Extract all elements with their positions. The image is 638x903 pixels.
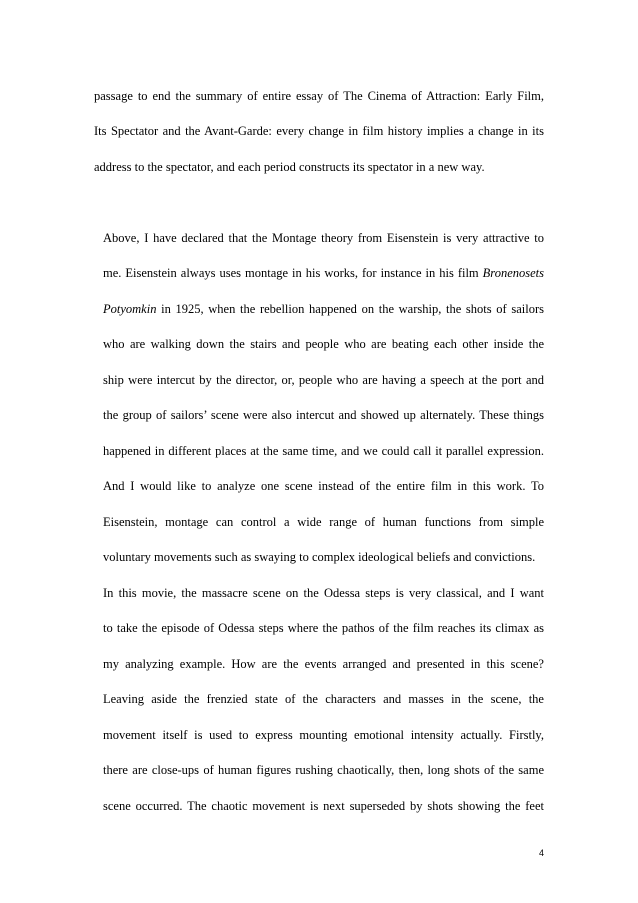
- text-line: ship were intercut by the director, or, people who are having a speech at the port and: [103, 372, 544, 387]
- text-line: my analyzing example. How are the events arranged and presented in this scene?: [103, 656, 544, 671]
- text-line: In this movie, the massacre scene on the Odessa steps is very classical, and I want: [103, 586, 544, 600]
- text-line: happened in different places at the same time, and we could call it parallel expression.: [103, 443, 544, 458]
- text-line: the group of sailors’ scene were also intercut and showed up alternately. These things: [103, 408, 544, 423]
- text-line: Leaving aside the frenzied state of the characters and masses in the scene, the: [103, 692, 544, 707]
- text-run: me. Eisenstein always uses montage in his works, for instance in his film: [103, 266, 483, 281]
- film-title: Bronenosets: [482, 266, 544, 281]
- text-line: [94, 292, 544, 327]
- paragraph-1: [94, 79, 544, 185]
- text-line: [94, 256, 544, 291]
- film-title: Potyomkin: [103, 301, 157, 316]
- text-line: to take the episode of Odessa steps where the pathos of the film reaches its climax as: [103, 621, 544, 636]
- text-line: address to the spectator, and each period constructs its spectator in a new way.: [94, 159, 485, 174]
- text-line: who are walking down the stairs and people who are beating each other inside the: [103, 337, 544, 352]
- text-line: And I would like to analyze one scene instead of the entire film in this work. To: [103, 479, 544, 494]
- text-line: voluntary movements such as swaying to complex ideological beliefs and convictions.: [103, 550, 536, 565]
- text-line: Its Spectator and the Avant-Garde: every change in film history implies a change in its: [94, 124, 544, 139]
- text-line: Above, I have declared that the Montage theory from Eisenstein is very attractive to: [103, 231, 544, 245]
- page-number: 4: [538, 848, 544, 858]
- text-line: scene occurred. The chaotic movement is next superseded by shots showing the feet: [103, 798, 544, 813]
- text-line: there are close-ups of human figures rushing chaotically, then, long shots of the same: [103, 763, 544, 778]
- text-line: Eisenstein, montage can control a wide range of human functions from simple: [103, 514, 544, 529]
- text-run: in 1925, when the rebellion happened on the warship, the shots of sailors: [156, 301, 544, 316]
- paragraph-3: [94, 576, 544, 824]
- text-line: movement itself is used to express mounting emotional intensity actually. Firstly,: [103, 727, 544, 742]
- text-line: passage to end the summary of entire essay of The Cinema of Attraction: Early Film,: [94, 89, 544, 103]
- paragraph-2: [94, 221, 544, 576]
